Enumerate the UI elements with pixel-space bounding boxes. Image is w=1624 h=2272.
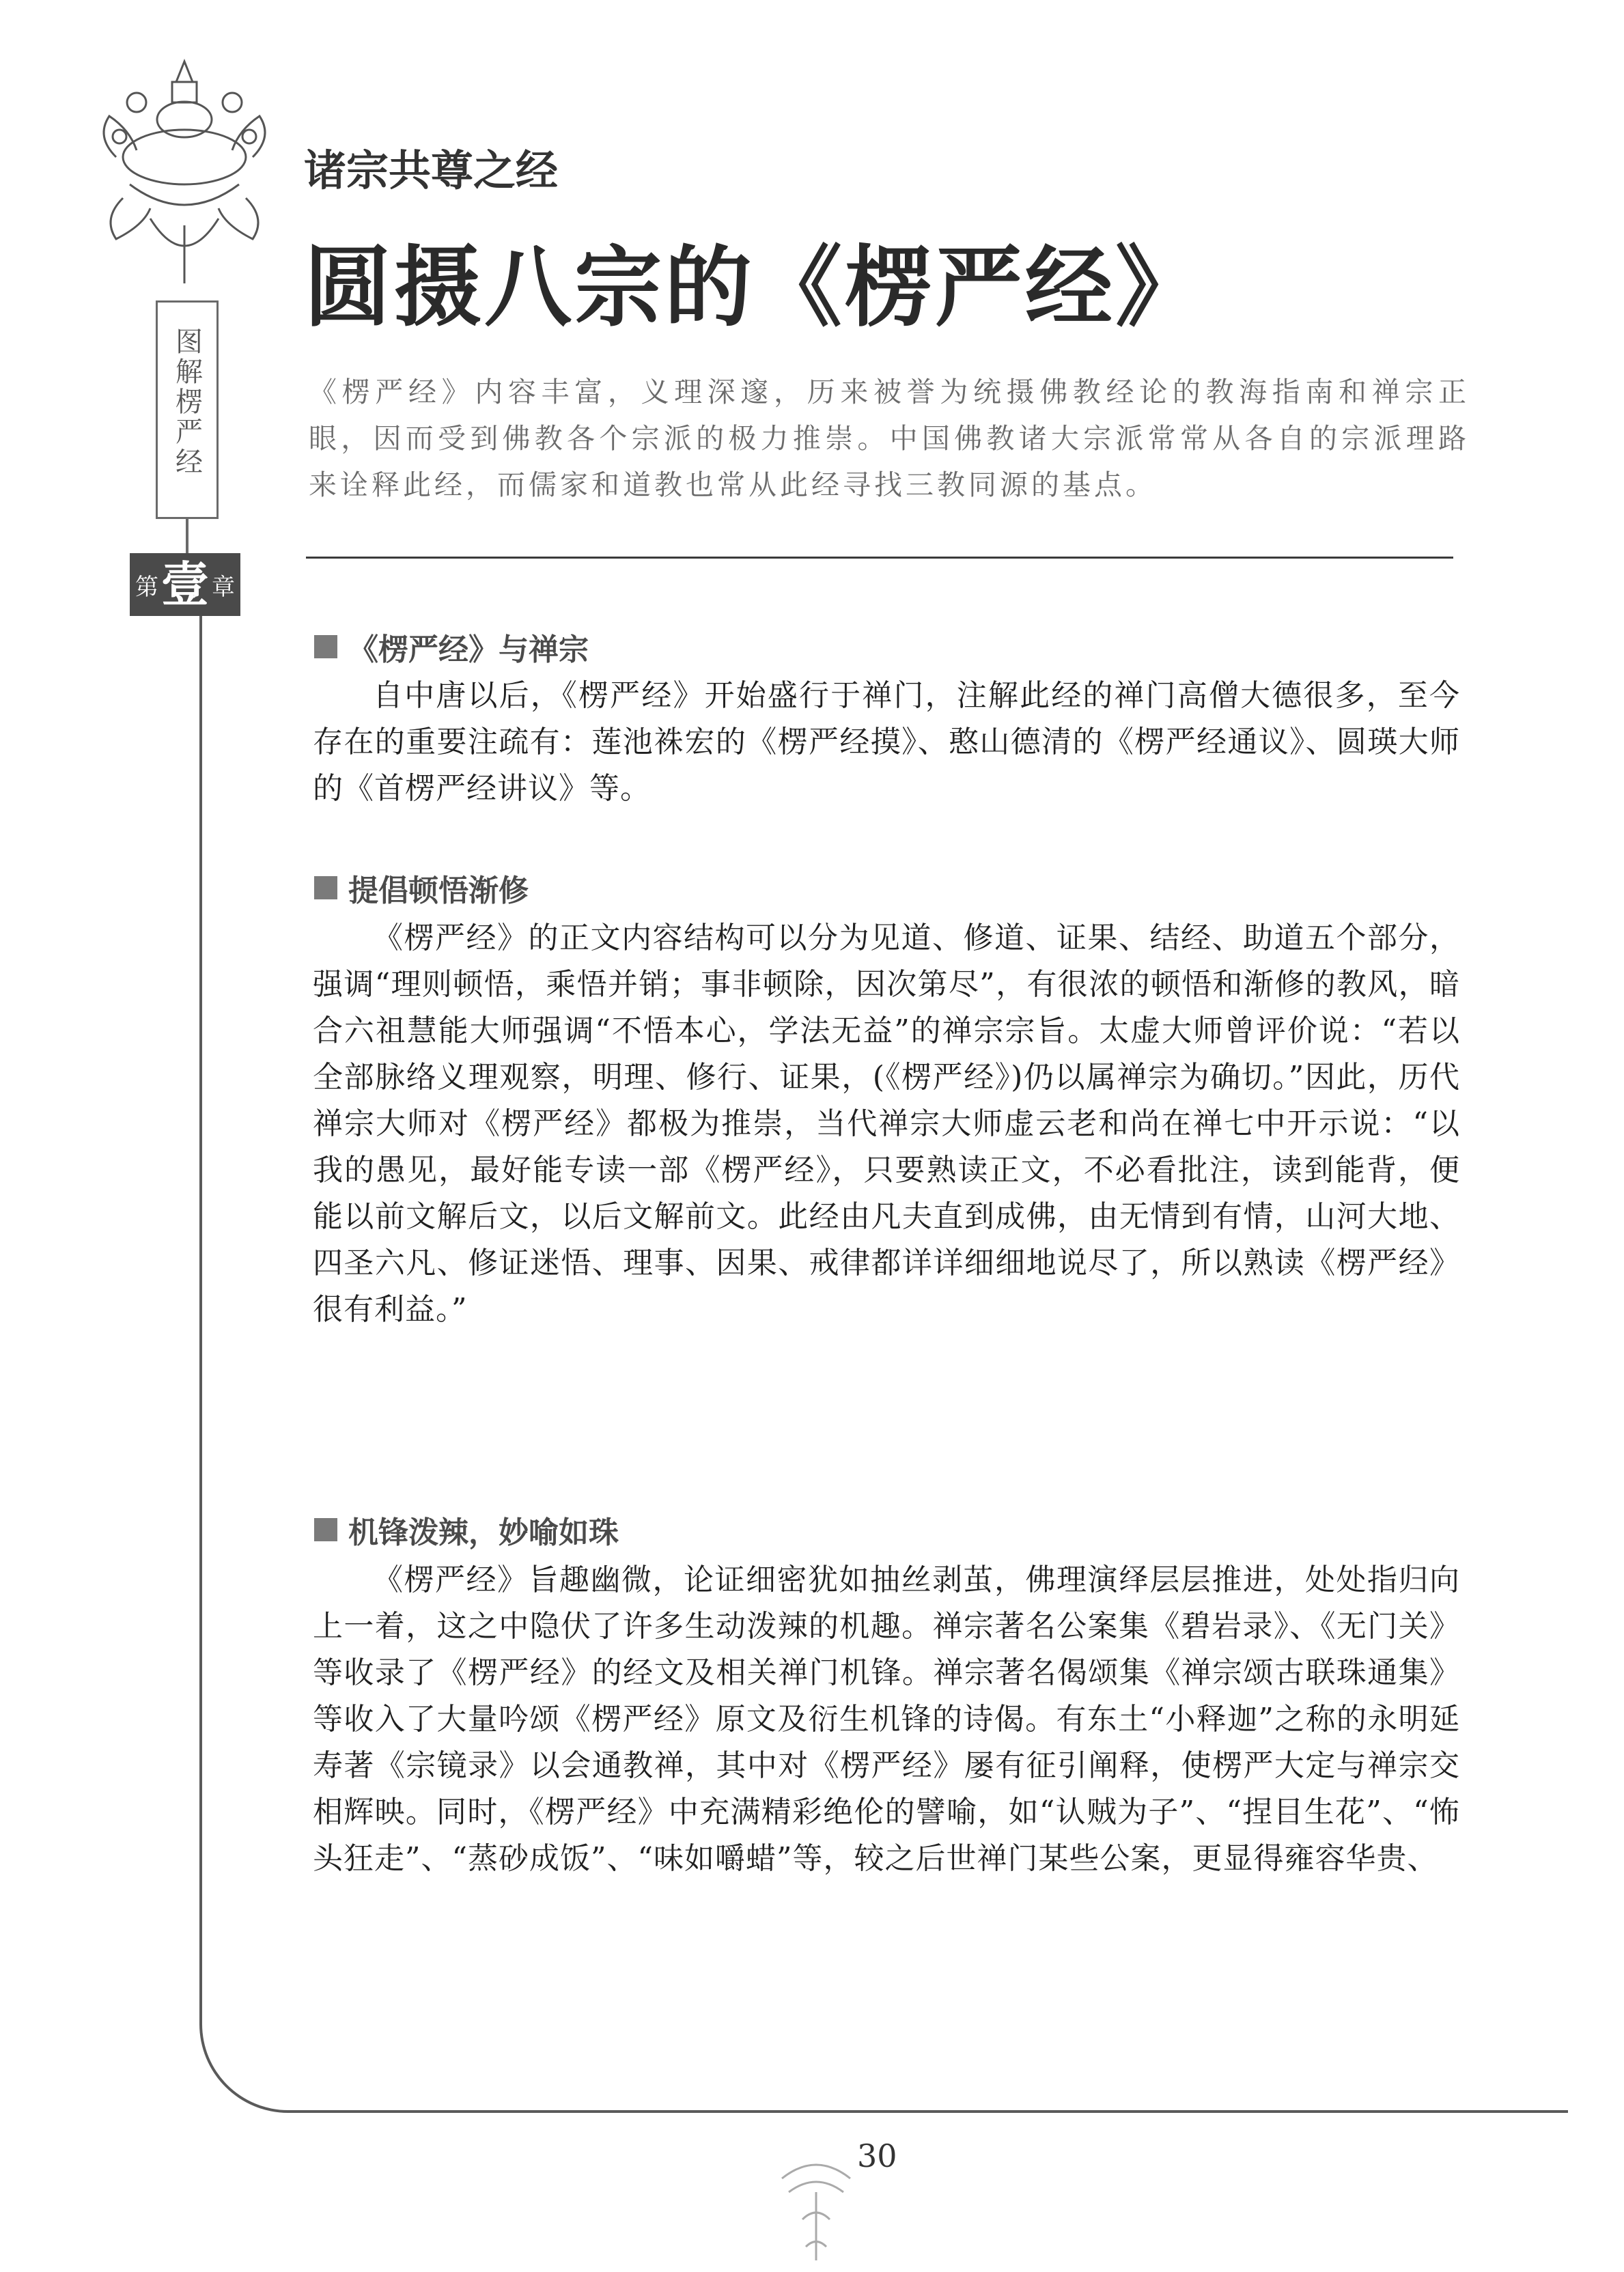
section-heading (314, 625, 589, 669)
book-title-text: 图解楞严经 (171, 327, 203, 477)
body-paragraph: 自中唐以后，《楞严经》开始盛行于禅门，注解此经的禅门高僧大德很多，至今存在的重要注疏有：莲池袾宏的《楞严经摸》、憨山德清的《楞严经通议》、圆瑛大师的《首楞严经讲议》等。 (313, 678, 1460, 806)
body-paragraph: 《楞严经》的正文内容结构可以分为见道、修道、证果、结经、助道五个部分，强调“理则顿悟，乘悟并销；事非顿除，因次第尽”，有很浓的顿悟和渐修的教风，暗合六祖慧能大师强调“不悟本心，学法无益”的禅宗宗旨。太虚大师曾评价说：“若以全部脉络义理观察，明理、修行、证果，(《楞严经》)仍以属禅宗为确切。”因此，历代禅宗大师对《楞严经》都极为推崇，当代禅宗大师虚云老和尚在禅七中开示说：“以我的愚见，最好能专读一部《楞严经》，只要熟读正文，不必看批注，读到能背，便能以前文解后文，以后文解前文。此经由凡夫直到成佛，由无情到有情，山河大地、四圣六凡、修证迷悟、理事、因果、戒律都详详细细地说尽了，所以熟读《楞严经》很有利益。” (313, 921, 1460, 1327)
lotus-ornament-icon (89, 55, 280, 287)
page-title: 圆摄八宗的《楞严经》 (304, 237, 1206, 339)
square-bullet-icon (314, 1518, 337, 1541)
section-body (313, 673, 1460, 812)
square-bullet-icon (314, 635, 337, 658)
page-subtitle: 诸宗共尊之经 (304, 145, 559, 195)
section-body (313, 915, 1460, 1333)
chapter-number: 壹 (161, 557, 209, 613)
section-heading (314, 1508, 619, 1552)
body-paragraph: 《楞严经》旨趣幽微，论证细密犹如抽丝剥茧，佛理演绎层层推进，处处指归向上一着，这之中隐伏了许多生动泼辣的机趣。禅宗著名公案集《碧岩录》、《无门关》等收录了《楞严经》的经文及相关禅门机锋。禅宗著名偈颂集《禅宗颂古联珠通集》等收入了大量吟颂《楞严经》原文及衍生机锋的诗偈。有东土“小释迦”之称的永明延寿著《宗镜录》以会通教禅，其中对《楞严经》屡有征引阐释，使楞严大定与禅宗交相辉映。同时，《楞严经》中充满精彩绝伦的譬喻，如“认贼为子”、“捏目生花”、“怖头狂走”、“蒸砂成饭”、“味如嚼蜡”等，较之后世禅门某些公案，更显得雍容华贵、 (313, 1562, 1460, 1876)
chapter-prefix: 第 (135, 573, 158, 601)
page-border-ornament (199, 587, 1568, 2113)
chapter-suffix: 章 (212, 573, 235, 601)
section-heading (314, 866, 529, 910)
square-bullet-icon (314, 876, 337, 899)
footer-lotus-icon (768, 2151, 864, 2267)
intro-paragraph: 《楞严经》内容丰富，义理深邃，历来被誉为统摄佛教经论的教海指南和禅宗正眼，因而受到佛教各个宗派的极力推崇。中国佛教诸大宗派常常从各自的宗派理路来诠释此经，而儒家和道教也常从此经寻找三教同源的基点。 (309, 376, 1470, 501)
page-number: 30 (857, 2137, 897, 2174)
section-heading-text: 《楞严经》与禅宗 (348, 632, 589, 667)
section-heading-text: 机锋泼辣，妙喻如珠 (348, 1515, 619, 1550)
chapter-tab (130, 553, 240, 616)
book-title-label (156, 300, 219, 519)
section-heading-text: 提倡顿悟渐修 (348, 873, 529, 908)
divider (306, 557, 1453, 559)
section-body (313, 1557, 1460, 1882)
